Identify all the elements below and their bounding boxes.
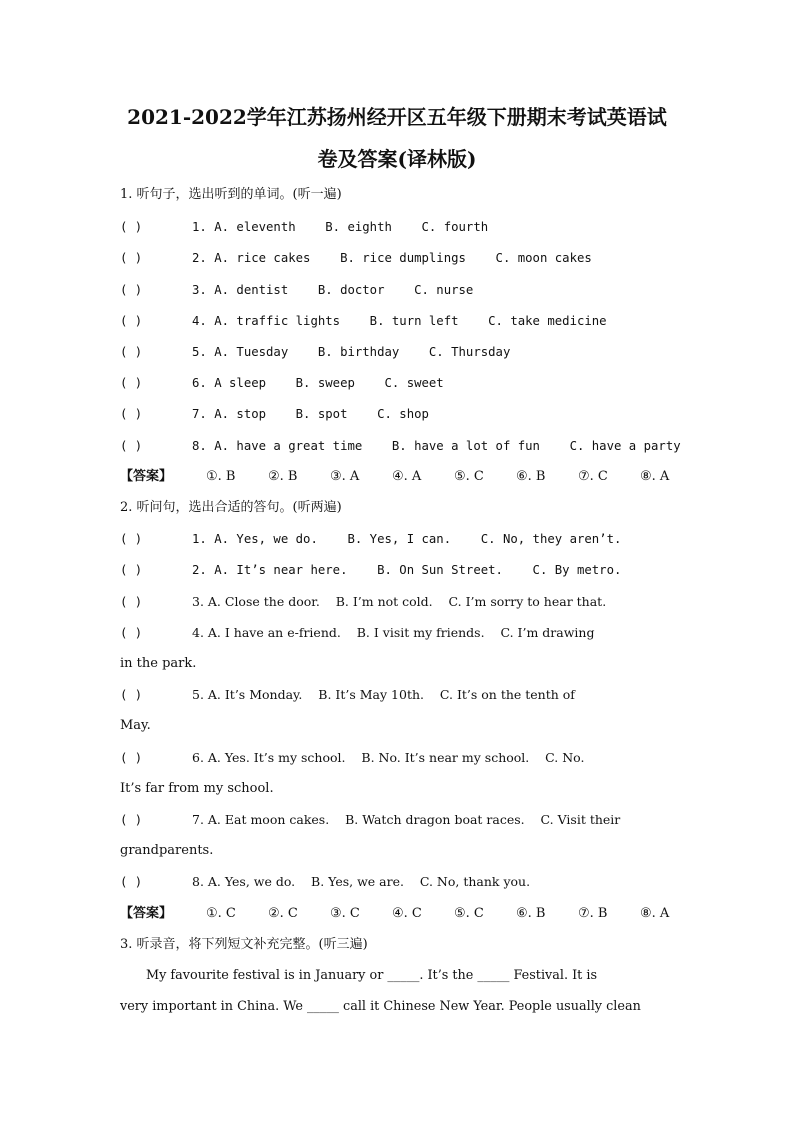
question-text: 3. A. dentist B. doctor C. nurse [192,283,474,297]
passage-line: My favourite festival is in January or _____. It’s the _____ Festival. It is [146,968,598,983]
question-row [120,561,674,579]
question-text: 7. A. stop B. spot C. shop [192,407,429,421]
document-title-line-2: 卷及答案(译林版) [317,147,477,171]
question-text: 5. A. It’s Monday. B. It’s May 10th. C. It’s on the tenth of [192,687,575,702]
question-text: 1. A. eleventh B. eighth C. fourth [192,220,489,234]
answer-item: ⑧. A [640,906,670,921]
question-text: 1. A. Yes, we do. B. Yes, I can. C. No, they aren’t. [192,532,622,546]
section-3-heading: 3. 听录音，将下列短文补充完整。(听三遍) [120,937,368,952]
answer-item: ⑤. C [454,906,484,921]
answer-item: ⑤. C [454,469,484,484]
question-text: 2. A. It’s near here. B. On Sun Street. C. By metro. [192,563,622,577]
section-2-heading: 2. 听问句，选出合适的答句。(听两遍) [120,500,342,515]
answer-blank: ( ) [120,751,143,765]
passage-line: very important in China. We _____ call it Chinese New Year. People usually clean [120,999,641,1014]
question-row [120,873,674,892]
question-text: 8. A. Yes, we do. B. Yes, we are. C. No, thank you. [192,874,531,889]
question-text: 5. A. Tuesday B. birthday C. Thursday [192,345,511,359]
answer-blank: ( ) [120,626,143,640]
question-row [120,249,674,267]
question-row [120,811,674,830]
answer-item: ⑥. B [516,469,546,484]
answer-item: ⑧. A [640,469,670,484]
question-text: 8. A. have a great time B. have a lot of fun C. have a party [192,439,681,453]
question-row [120,437,681,455]
question-text: 6. A sleep B. sweep C. sweet [192,376,444,390]
answer-item: ⑦. B [578,906,608,921]
document-title-line-1: 2021-2022学年江苏扬州经开区五年级下册期末考试英语试 [127,105,667,129]
question-row [120,749,674,768]
question-text: 4. A. I have an e-friend. B. I visit my friends. C. I’m drawing [192,625,595,640]
question-row [120,218,674,236]
question-row [120,624,674,643]
answer-item: ①. C [206,906,236,921]
answer-key-label: 【答案】 [120,469,173,484]
question-text: 4. A. traffic lights B. turn left C. take medicine [192,314,607,328]
section-1-heading: 1. 听句子，选出听到的单词。(听一遍) [120,187,342,202]
answer-item: ③. A [330,469,360,484]
question-row [120,530,674,548]
answer-key-label: 【答案】 [120,906,173,921]
answer-item: ③. C [330,906,360,921]
answer-blank: ( ) [120,314,143,328]
answer-blank: ( ) [120,563,143,577]
question-continuation: in the park. [120,656,197,671]
answer-item: ②. C [268,906,298,921]
answer-key-row [120,468,674,486]
answer-blank: ( ) [120,688,143,702]
question-row [120,686,674,705]
answer-blank: ( ) [120,875,143,889]
answer-blank: ( ) [120,407,143,421]
answer-blank: ( ) [120,220,143,234]
question-row [120,312,674,330]
answer-item: ④. C [392,906,422,921]
answer-blank: ( ) [120,595,143,609]
answer-key-row [120,905,674,923]
question-row [120,374,674,392]
answer-item: ②. B [268,469,298,484]
question-row [120,343,674,361]
answer-blank: ( ) [120,345,143,359]
question-row [120,405,674,423]
answer-blank: ( ) [120,439,143,453]
question-continuation: May. [120,718,151,733]
answer-item: ④. A [392,469,422,484]
answer-item: ①. B [206,469,236,484]
answer-blank: ( ) [120,813,143,827]
question-continuation: grandparents. [120,843,214,858]
question-text: 6. A. Yes. It’s my school. B. No. It’s near my school. C. No. [192,750,585,765]
question-text: 7. A. Eat moon cakes. B. Watch dragon boat races. C. Visit their [192,812,621,827]
question-row [120,593,674,612]
answer-blank: ( ) [120,251,143,265]
question-row [120,281,674,299]
answer-blank: ( ) [120,376,143,390]
question-text: 2. A. rice cakes B. rice dumplings C. moon cakes [192,251,592,265]
answer-blank: ( ) [120,532,143,546]
question-continuation: It’s far from my school. [120,781,274,796]
answer-item: ⑥. B [516,906,546,921]
question-text: 3. A. Close the door. B. I’m not cold. C. I’m sorry to hear that. [192,594,607,609]
answer-item: ⑦. C [578,469,608,484]
answer-blank: ( ) [120,283,143,297]
